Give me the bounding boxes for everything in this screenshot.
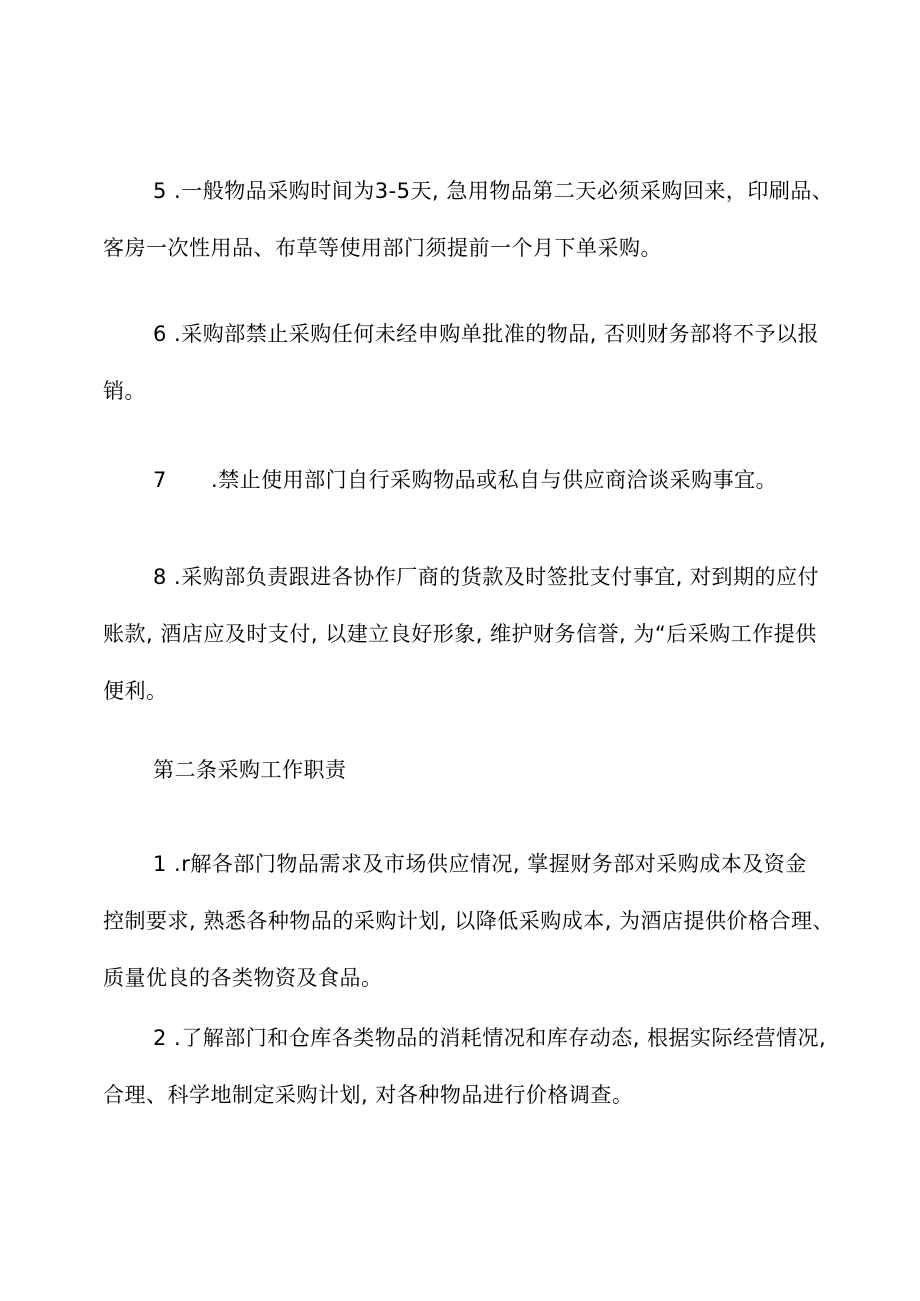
paragraph-line: 账款, 酒店应及时支付, 以建立良好形象, 维护财务信誉, 为“后采购工作提供 <box>103 622 817 646</box>
paragraph-line <box>103 452 833 509</box>
paragraph-line: 客房一次性用品、布草等使用部门须提前一个月下单采购。 <box>103 236 662 260</box>
paragraph-line: 便利。 <box>103 679 168 703</box>
item-number: 7 <box>153 468 167 492</box>
item-text: .禁止使用部门自行采购物品或私自与供应商洽谈采购事宜。 <box>211 468 778 492</box>
paragraph-line: 8 .采购部负责跟进各协作厂商的货款及时签批支付事宜, 对到期的应付 <box>153 565 820 589</box>
paragraph-line: 5 .一般物品采购时间为3-5天, 急用物品第二天必须采购回来，印刷品、 <box>153 179 834 203</box>
paragraph-item-8 <box>103 549 833 720</box>
paragraph-line: 合理、科学地制定采购计划, 对各种物品进行价格调查。 <box>103 1083 634 1107</box>
paragraph-line: 6 .采购部禁止采购任何未经申购单批准的物品, 否则财务部将不予以报 <box>153 322 820 346</box>
paragraph-item-5 <box>103 163 833 277</box>
paragraph-line: 销。 <box>103 379 146 403</box>
paragraph-line: 2 .了解部门和仓库各类物品的消耗情况和库存动态, 根据实际经营情况, <box>153 1026 827 1050</box>
paragraph-line: 质量优良的各类物资及食品。 <box>103 966 383 990</box>
duty-item-1 <box>103 836 833 1007</box>
paragraph-item-6 <box>103 306 833 420</box>
paragraph-line: 1 .r解各部门物品需求及市场供应情况, 掌握财务部对采购成本及资金 <box>153 852 807 876</box>
duty-item-2 <box>103 1010 833 1124</box>
paragraph-line: 控制要求, 熟悉各种物品的采购计划, 以降低采购成本, 为酒店提供价格合理、 <box>103 909 835 933</box>
paragraph-item-7 <box>103 452 833 509</box>
section-heading: 第二条采购工作职责 <box>153 758 347 782</box>
